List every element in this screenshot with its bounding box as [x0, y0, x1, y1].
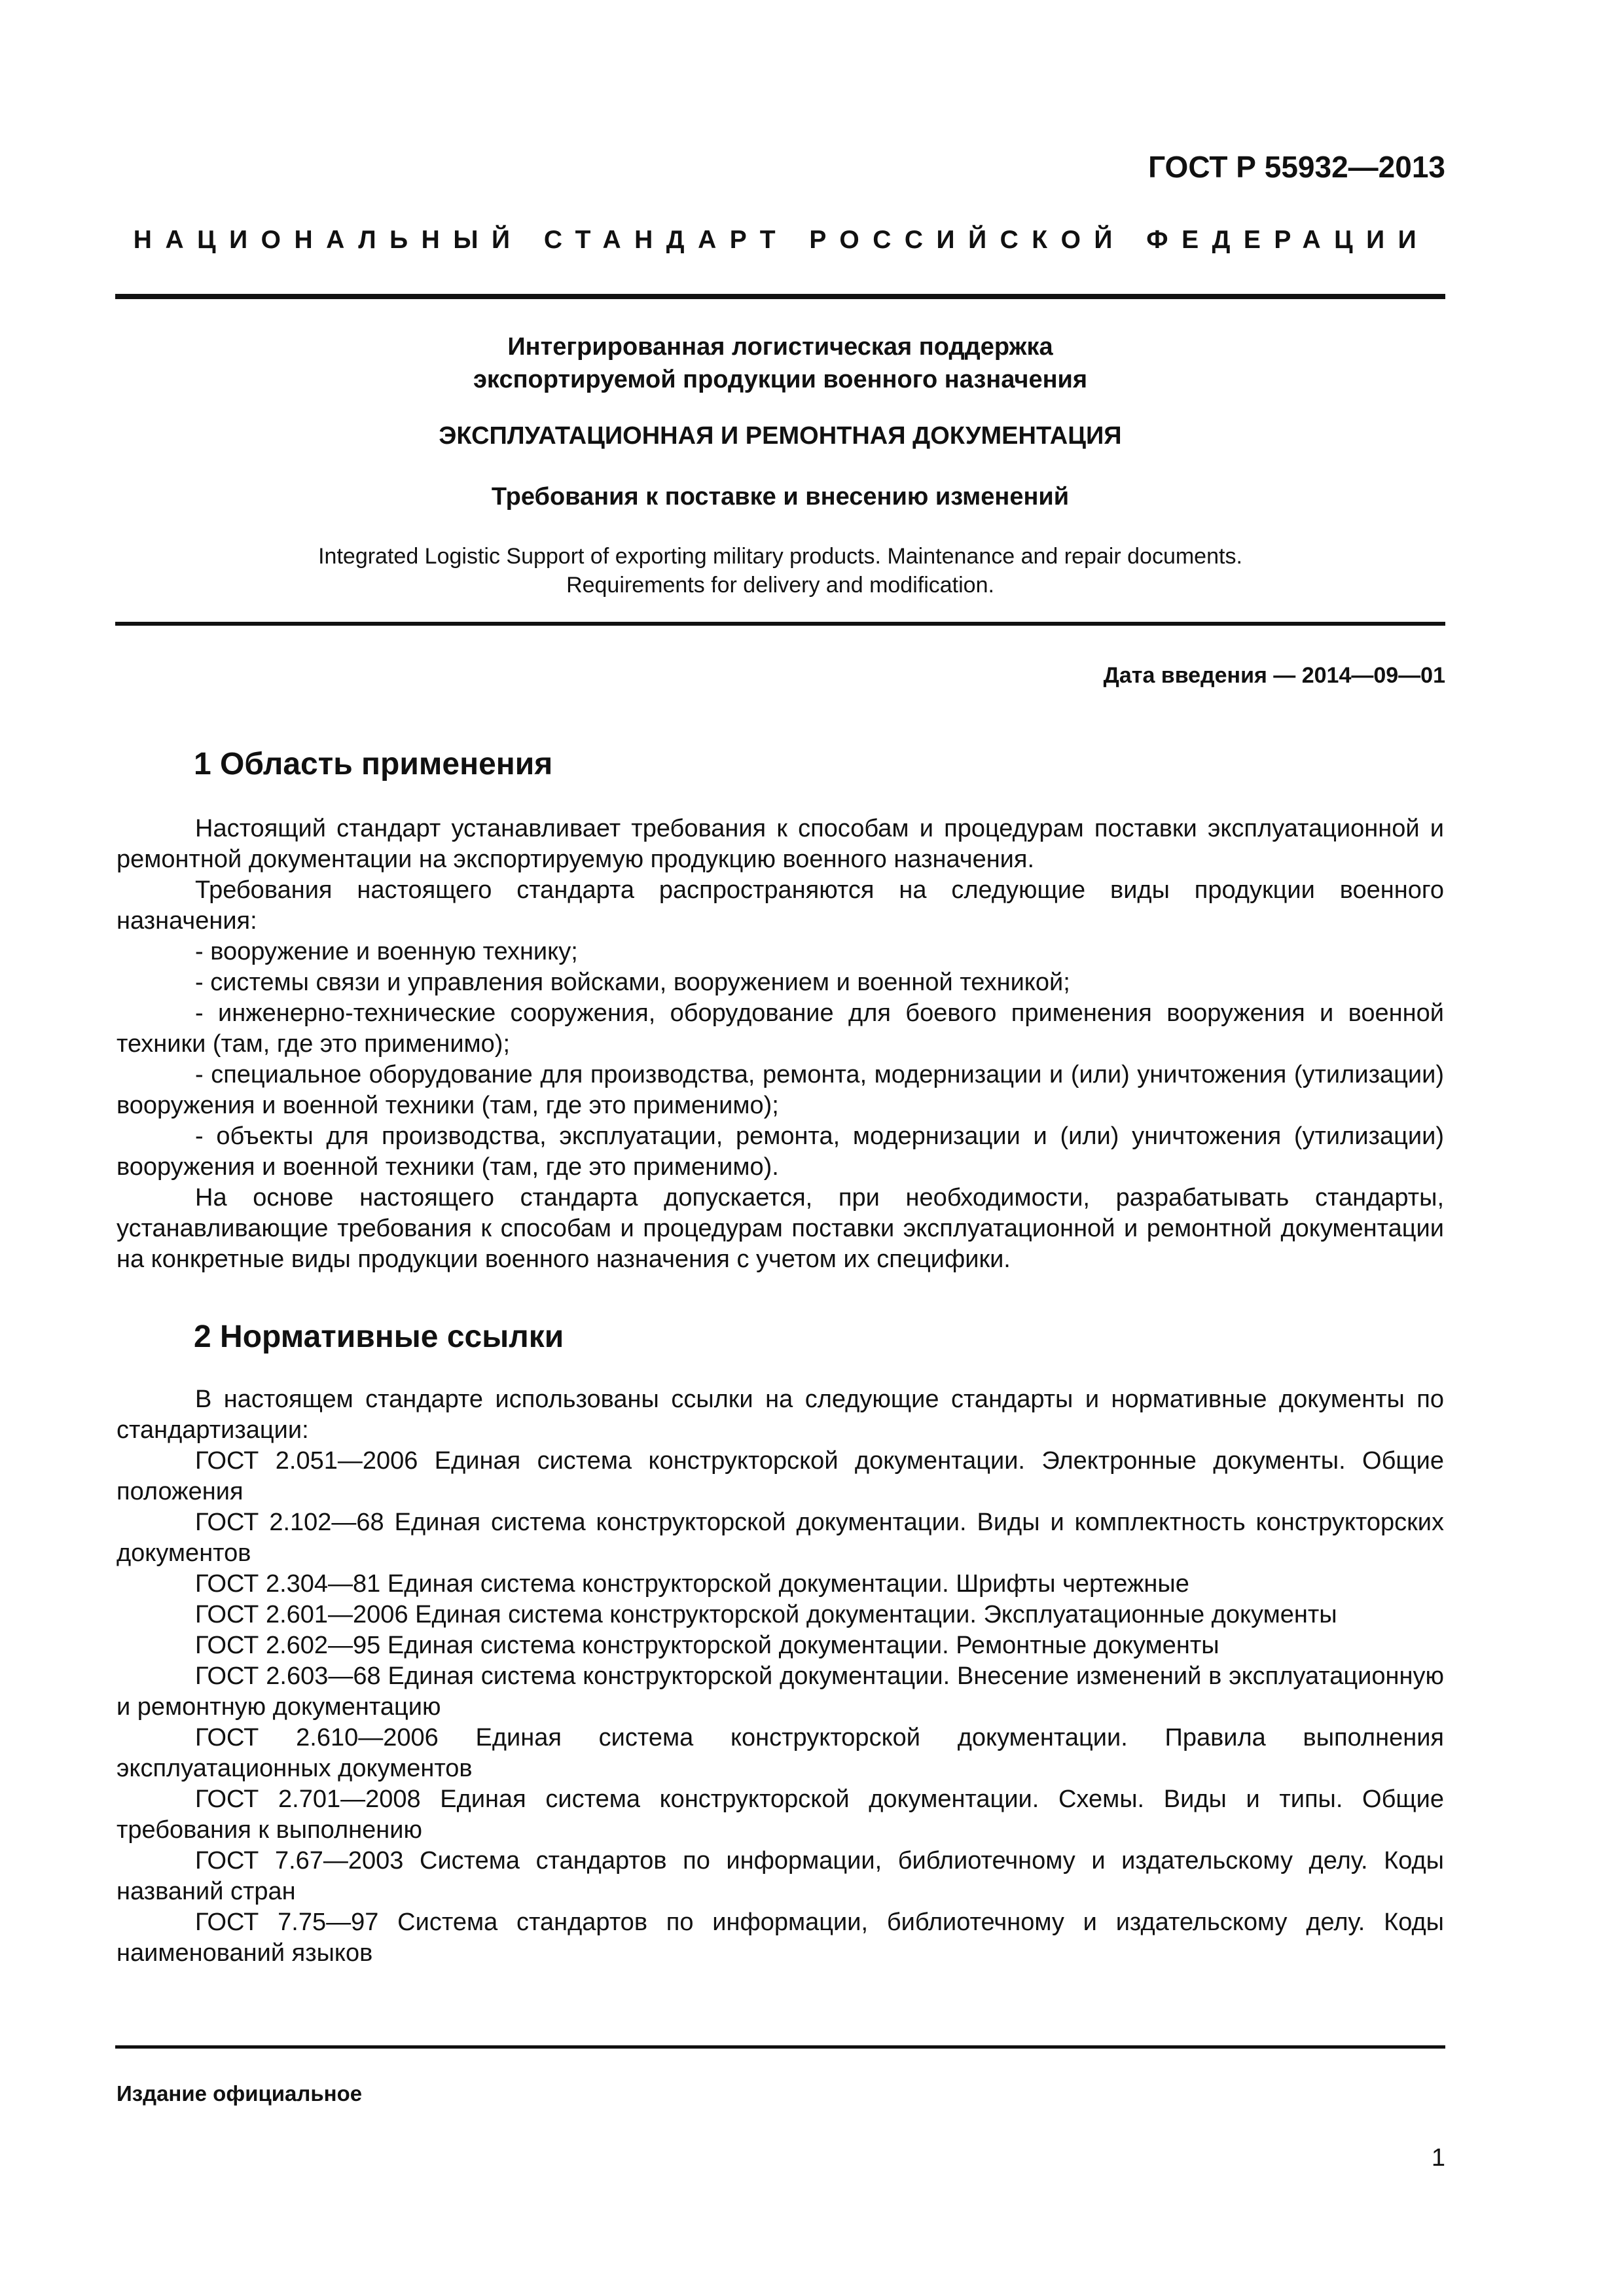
section-2-body — [117, 1384, 1444, 1969]
page-number: 1 — [1431, 2144, 1445, 2172]
list-item: - объекты для производства, эксплуатации, ремонта, модернизации и (или) уничтожения (утилизации) вооружения и военной техники (там, где это применимо). — [117, 1122, 1444, 1181]
date-of-introduction: Дата введения — 2014—09—01 — [1103, 663, 1445, 688]
reference-item: ГОСТ 2.610—2006 Единая система конструкторской документации. Правила выполнения эксплуатационных документов — [117, 1724, 1444, 1782]
footer-divider — [115, 2045, 1445, 2049]
reference-item: ГОСТ 2.304—81 Единая система конструкторской документации. Шрифты чертежные — [195, 1570, 1189, 1598]
title-divider — [115, 622, 1445, 626]
title-caps: ЭКСПЛУАТАЦИОННАЯ И РЕМОНТНАЯ ДОКУМЕНТАЦИЯ — [439, 422, 1122, 450]
english-title-line-1: Integrated Logistic Support of exporting military products. Maintenance and repair documents. — [318, 544, 1242, 569]
list-item: - инженерно-технические сооружения, оборудование для боевого применения вооружения и военной техники (там, где это применимо); — [117, 999, 1444, 1058]
reference-item: ГОСТ 2.701—2008 Единая система конструкторской документации. Схемы. Виды и типы. Общие требования к выполнению — [117, 1785, 1444, 1844]
list-item: - системы связи и управления войсками, вооружением и военной техникой; — [195, 969, 1070, 996]
reference-item: ГОСТ 2.601—2006 Единая система конструкторской документации. Эксплуатационные документы — [195, 1601, 1337, 1628]
document-title — [115, 331, 1445, 396]
title-line-2: экспортируемой продукции военного назначения — [473, 366, 1088, 393]
paragraph: В настоящем стандарте использованы ссылки на следующие стандарты и нормативные документы по стандартизации: — [117, 1386, 1444, 1444]
title-subtitle: Требования к поставке и внесению изменений — [491, 483, 1070, 511]
paragraph: Требования настоящего стандарта распространяются на следующие виды продукции военного назначения: — [117, 876, 1444, 935]
reference-item: ГОСТ 2.051—2006 Единая система конструкторской документации. Электронные документы. Общие положения — [117, 1447, 1444, 1505]
reference-item: ГОСТ 2.102—68 Единая система конструкторской документации. Виды и комплектность конструкторских документов — [117, 1509, 1444, 1567]
english-title — [115, 542, 1445, 600]
title-line-1: Интегрированная логистическая поддержка — [507, 333, 1053, 361]
reference-item: ГОСТ 2.602—95 Единая система конструкторской документации. Ремонтные документы — [195, 1632, 1219, 1659]
top-divider — [115, 294, 1445, 299]
reference-item: ГОСТ 2.603—68 Единая система конструкторской документации. Внесение изменений в эксплуатационную и ремонтную документацию — [117, 1662, 1444, 1721]
section-1-heading: 1 Область применения — [194, 747, 553, 781]
section-1-body — [117, 814, 1444, 1275]
gost-number: ГОСТ Р 55932—2013 — [1148, 150, 1445, 184]
edition-label: Издание официальное — [117, 2081, 363, 2106]
list-item: - вооружение и военную технику; — [195, 938, 578, 965]
reference-item: ГОСТ 7.67—2003 Система стандартов по информации, библиотечному и издательскому делу. Коды названий стран — [117, 1847, 1444, 1905]
reference-item: ГОСТ 7.75—97 Система стандартов по информации, библиотечному и издательскому делу. Коды наименований языков — [117, 1909, 1444, 1967]
national-standard-banner: НАЦИОНАЛЬНЫЙ СТАНДАРТ РОССИЙСКОЙ ФЕДЕРАЦИИ — [133, 226, 1430, 254]
section-2-heading: 2 Нормативные ссылки — [194, 1319, 564, 1354]
paragraph: Настоящий стандарт устанавливает требования к способам и процедурам поставки эксплуатационной и ремонтной документации на экспортируемую продукцию военного назначения. — [117, 815, 1444, 873]
english-title-line-2: Requirements for delivery and modification. — [566, 573, 994, 598]
list-item: - специальное оборудование для производства, ремонта, модернизации и (или) уничтожения (утилизации) вооружения и военной техники (там, где это применимо); — [117, 1061, 1444, 1119]
paragraph: На основе настоящего стандарта допускается, при необходимости, разрабатывать стандарты, устанавливающие требования к способам и процедурам поставки эксплуатационной и ремонтной документации на конкретные виды продукции военного назначения с учетом их специфики. — [117, 1184, 1444, 1273]
